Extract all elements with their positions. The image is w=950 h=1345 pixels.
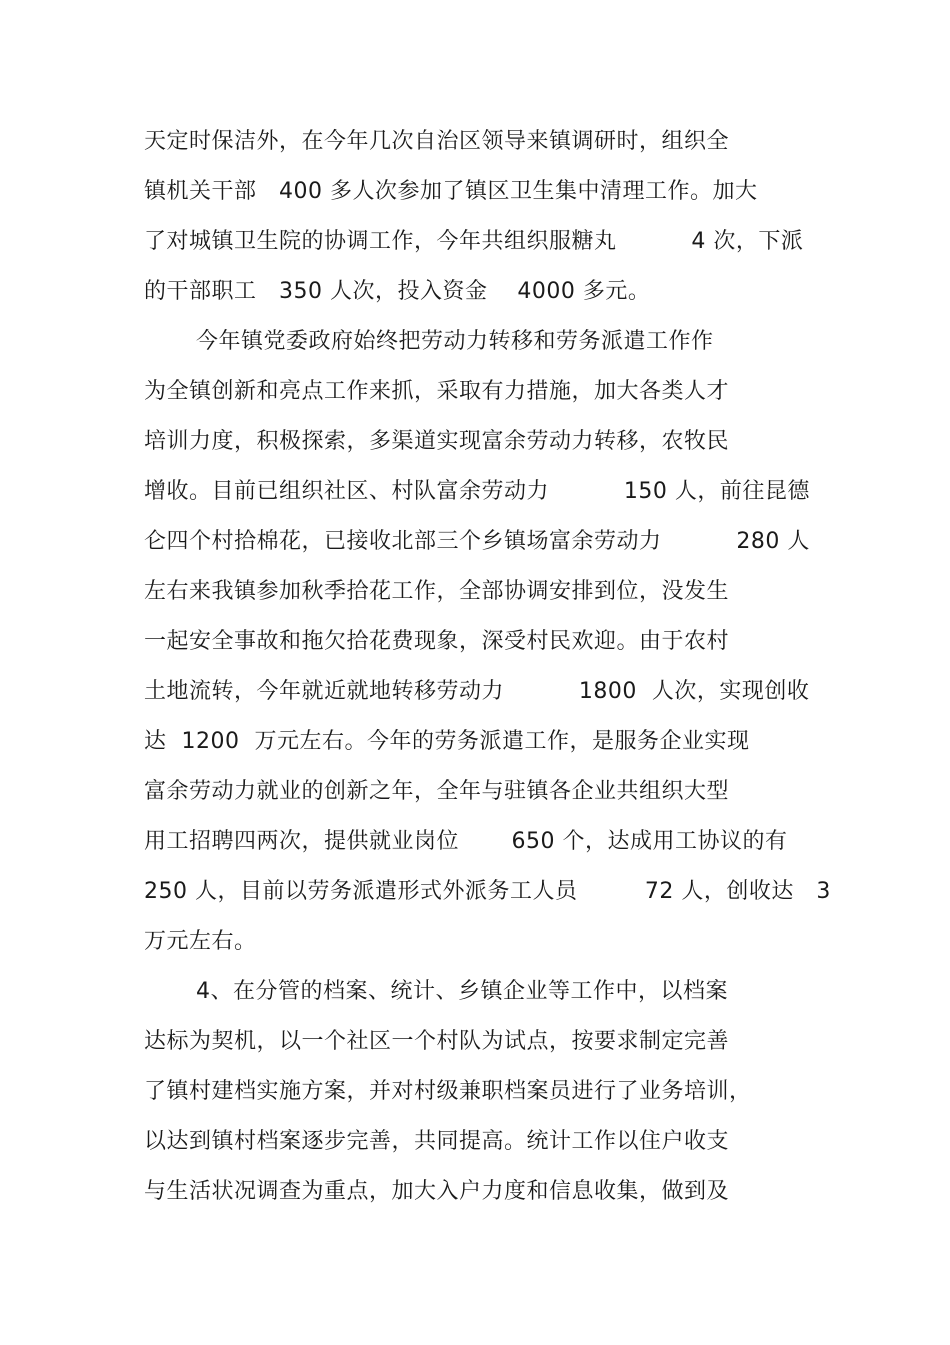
text-line: 用工招聘四两次，提供就业岗位 650 个，达成用工协议的有 (144, 829, 788, 854)
text-line: 富余劳动力就业的创新之年，全年与驻镇各企业共组织大型 (144, 779, 730, 804)
text-line: 天定时保洁外，在今年几次自治区领导来镇调研时，组织全 (144, 129, 730, 154)
text-line: 为全镇创新和亮点工作来抓，采取有力措施，加大各类人才 (144, 379, 730, 404)
text-line: 的干部职工 350 人次，投入资金 4000 多元。 (144, 279, 651, 304)
text-line: 了对城镇卫生院的协调工作，今年共组织服糖丸 4 次，下派 (144, 229, 804, 254)
text-line: 镇机关干部 400 多人次参加了镇区卫生集中清理工作。加大 (144, 179, 758, 204)
text-line: 土地流转，今年就近就地转移劳动力 1800 人次，实现创收 (144, 679, 810, 704)
text-line: 左右来我镇参加秋季拾花工作，全部协调安排到位，没发生 (144, 579, 730, 604)
text-line: 以达到镇村档案逐步完善，共同提高。统计工作以住户收支 (144, 1129, 730, 1154)
text-line: 增收。目前已组织社区、村队富余劳动力 150 人，前往昆德 (144, 479, 810, 504)
text-line: 了镇村建档实施方案，并对村级兼职档案员进行了业务培训， (144, 1079, 752, 1104)
text-line: 一起安全事故和拖欠拾花费现象，深受村民欢迎。由于农村 (144, 629, 730, 654)
text-line: 仑四个村拾棉花，已接收北部三个乡镇场富余劳动力 280 人 (144, 529, 810, 554)
text-line: 培训力度，积极探索，多渠道实现富余劳动力转移，农牧民 (144, 429, 730, 454)
text-line: 250 人，目前以劳务派遣形式外派务工人员 72 人，创收达 3 (144, 879, 831, 904)
text-line: 万元左右。 (144, 929, 257, 954)
text-line: 达 1200 万元左右。今年的劳务派遣工作，是服务企业实现 (144, 729, 750, 754)
paragraph-start-line: 4、在分管的档案、统计、乡镇企业等工作中，以档案 (196, 979, 728, 1004)
text-line: 达标为契机，以一个社区一个村队为试点，按要求制定完善 (144, 1029, 730, 1054)
text-line: 与生活状况调查为重点，加大入户力度和信息收集，做到及 (144, 1179, 730, 1204)
paragraph-start-line: 今年镇党委政府始终把劳动力转移和劳务派遣工作作 (196, 329, 714, 354)
